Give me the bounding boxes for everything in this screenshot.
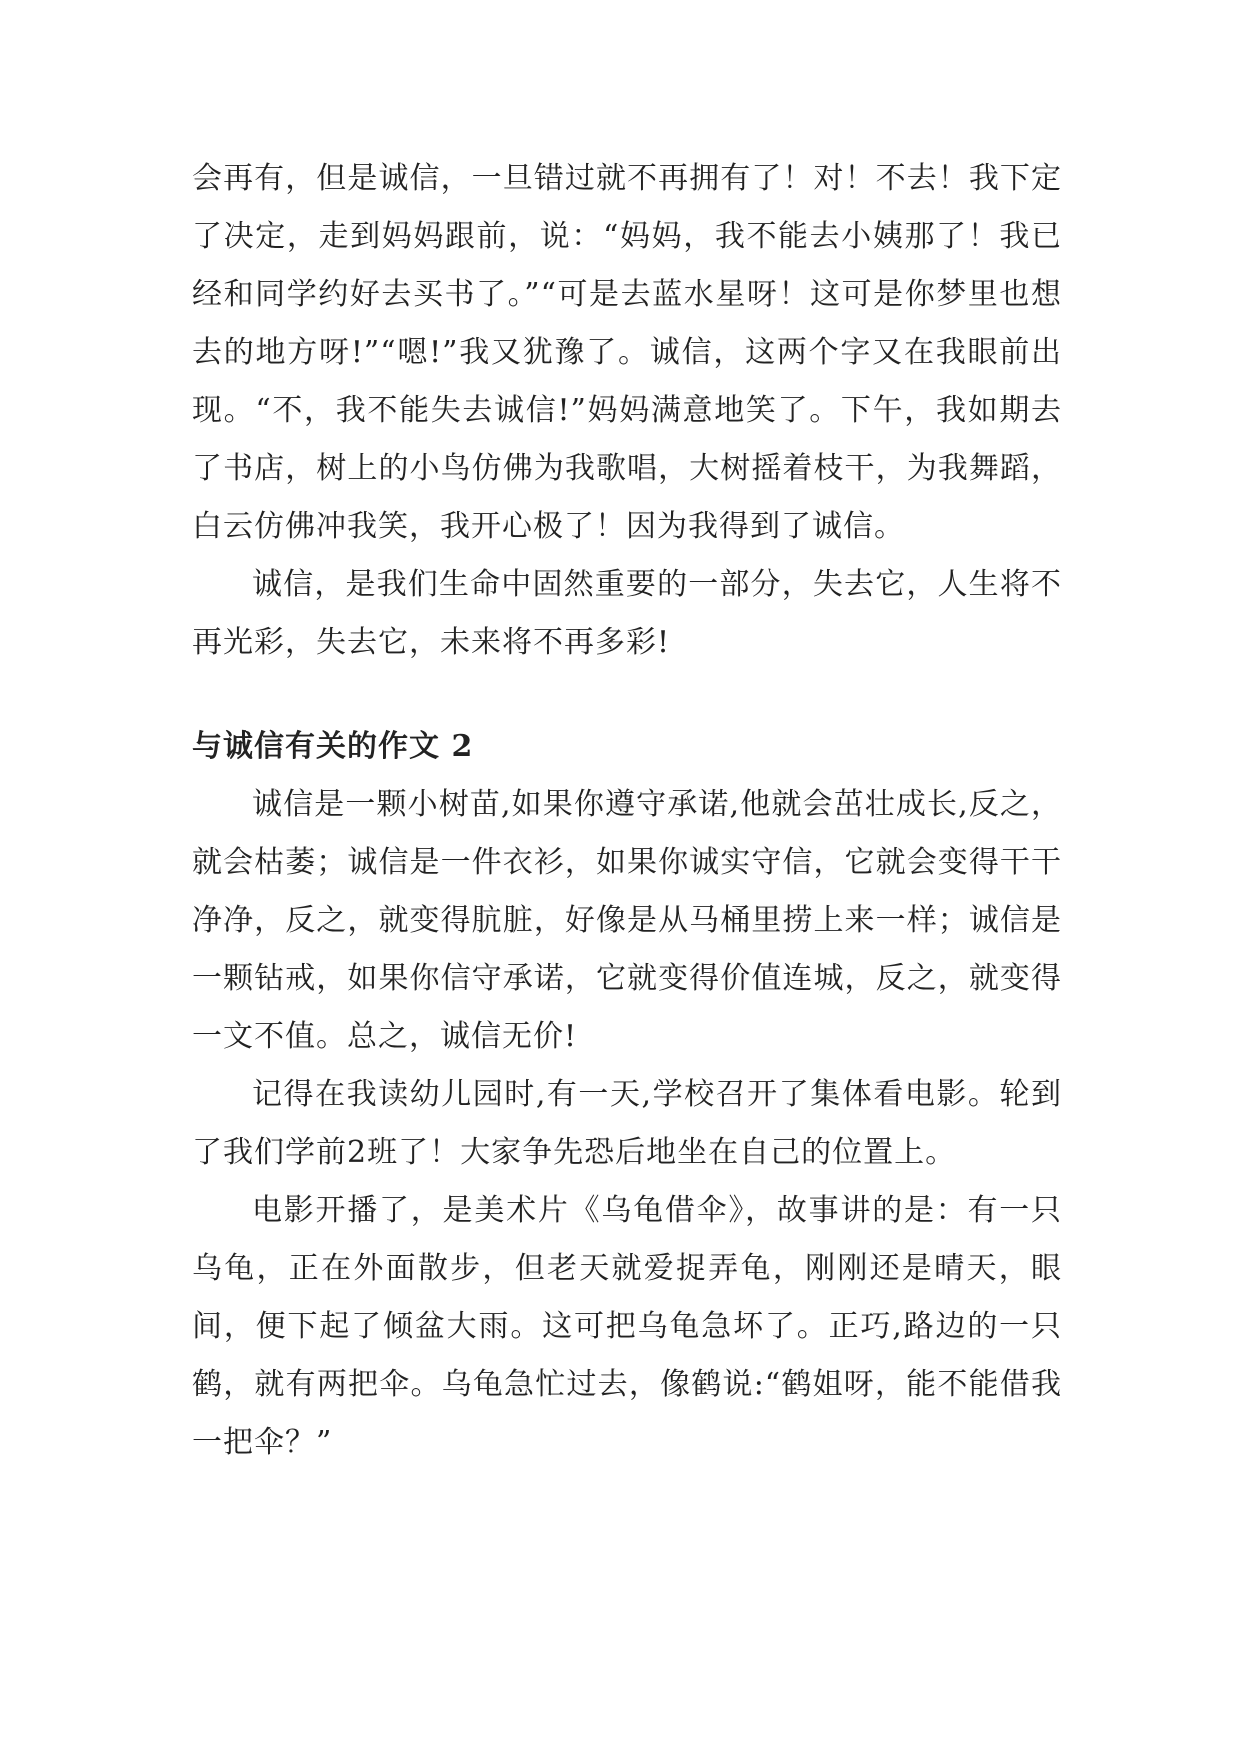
document-page [192, 150, 1062, 1472]
section-title: 与诚信有关的作文 2 [192, 729, 474, 764]
body-paragraph: 会再有，但是诚信，一旦错过就不再拥有了！对！不去！我下定了决定，走到妈妈跟前，说：“妈妈，我不能去小姨那了！我已经和同学约好去买书了。”“可是去蓝水星呀！这可是你梦里也想去的地方呀!”“嗯!”我又犹豫了。诚信，这两个字又在我眼前出现。“不，我不能失去诚信!”妈妈满意地笑了。下午，我如期去了书店，树上的小鸟仿佛为我歌唱，大树摇着枝干，为我舞蹈，白云仿佛冲我笑，我开心极了！因为我得到了诚信。 [192, 161, 1062, 544]
body-paragraph: 电影开播了，是美术片《乌龟借伞》，故事讲的是：有一只乌龟，正在外面散步，但老天就爱捉弄龟，刚刚还是晴天，眼间，便下起了倾盆大雨。这可把乌龟急坏了。正巧,路边的一只鹤，就有两把伞。乌龟急忙过去，像鹤说:“鹤姐呀，能不能借我一把伞？” [192, 1193, 1062, 1460]
body-paragraph: 诚信，是我们生命中固然重要的一部分，失去它，人生将不再光彩，失去它，未来将不再多彩! [192, 567, 1062, 660]
body-paragraph: 诚信是一颗小树苗,如果你遵守承诺,他就会茁壮成长,反之，就会枯萎；诚信是一件衣衫，如果你诚实守信，它就会变得干干净净，反之，就变得肮脏，好像是从马桶里捞上来一样；诚信是一颗钻戒，如果你信守承诺，它就变得价值连城，反之，就变得一文不值。总之，诚信无价! [192, 787, 1062, 1054]
body-paragraph: 记得在我读幼儿园时,有一天,学校召开了集体看电影。轮到了我们学前2班了！大家争先恐后地坐在自己的位置上。 [192, 1077, 1062, 1170]
